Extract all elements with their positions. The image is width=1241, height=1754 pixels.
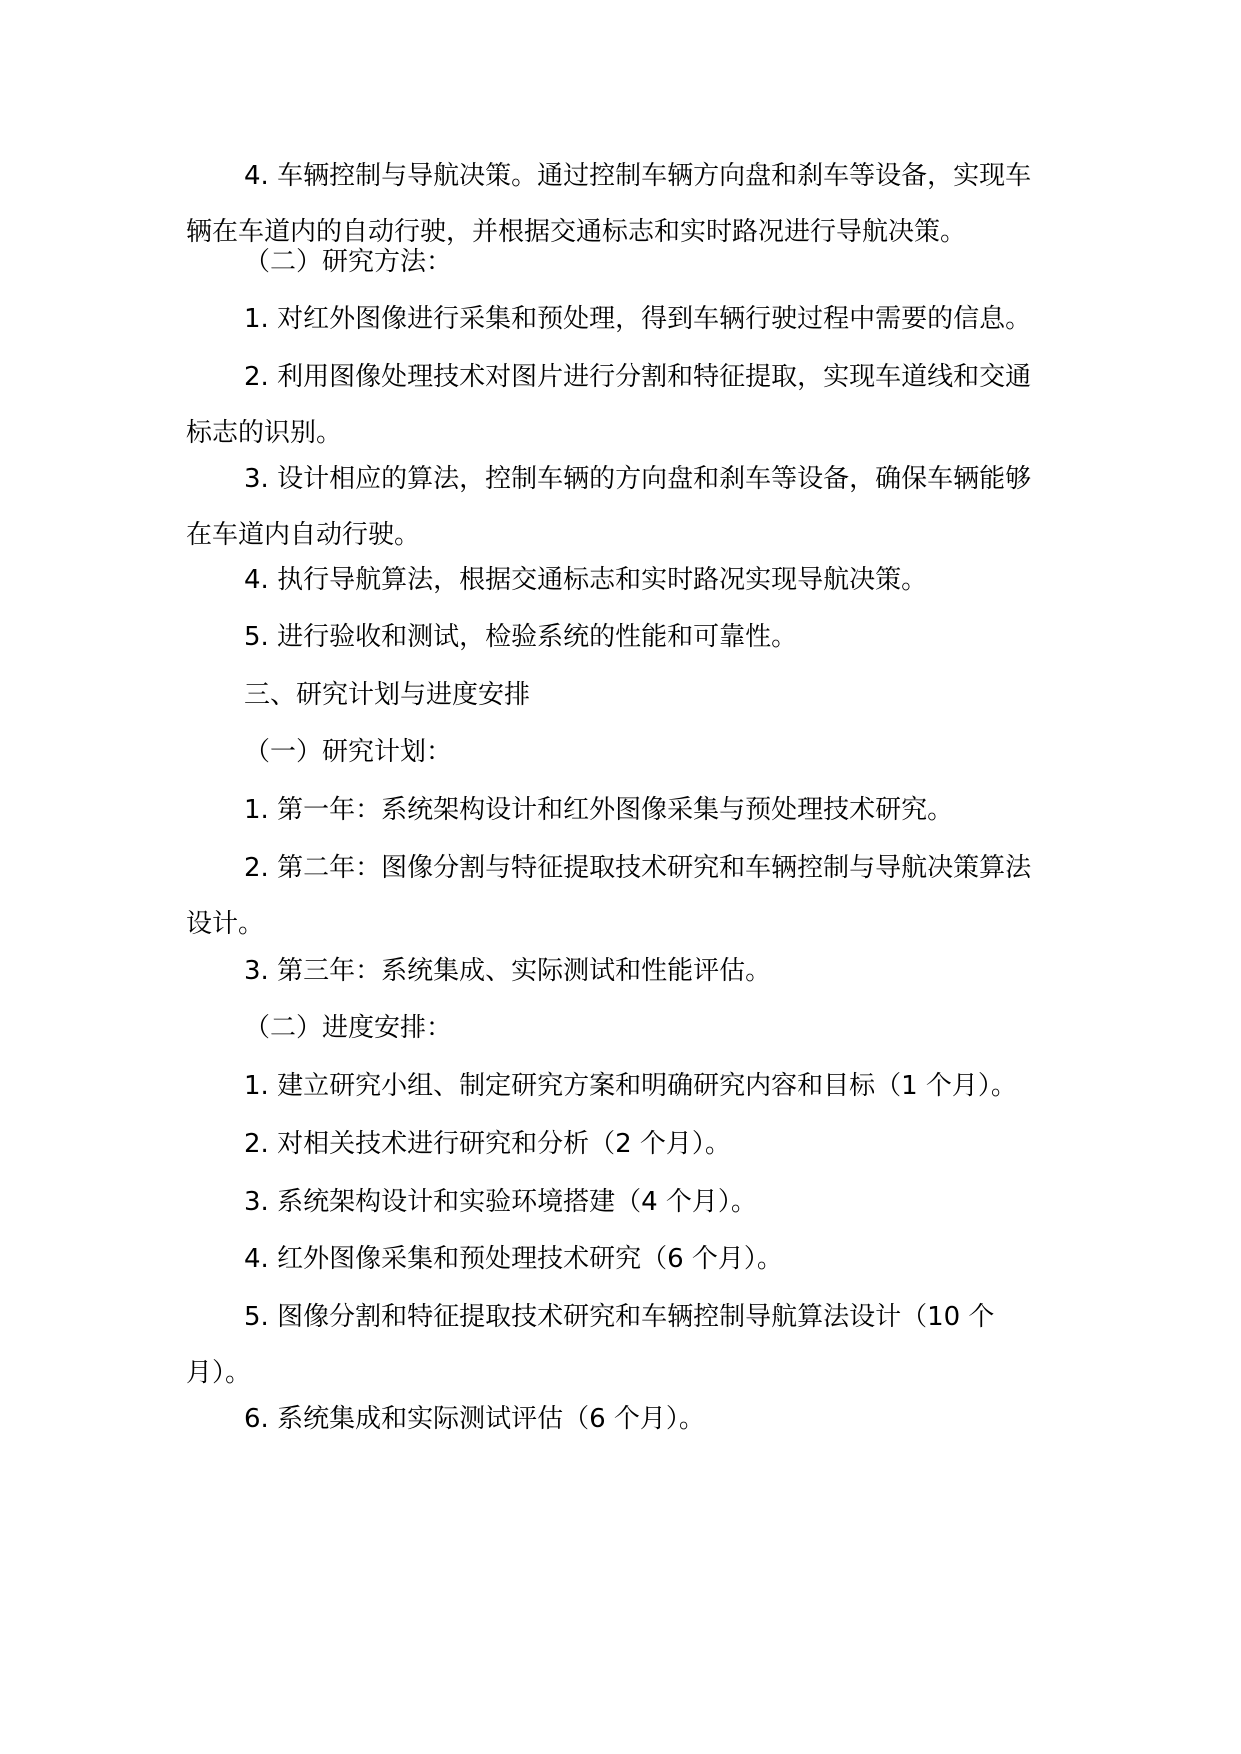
subsection-heading-schedule: （二）进度安排： xyxy=(244,1013,453,1043)
method-item-4: 4. 执行导航算法，根据交通标志和实时路况实现导航决策。 xyxy=(244,565,928,595)
subsection-heading-research-plan: （一）研究计划： xyxy=(244,737,453,767)
method-item-2: 2. 利用图像处理技术对图片进行分割和特征提取，实现车道线和交通标志的识别。 xyxy=(186,362,1032,448)
schedule-item-6: 6. 系统集成和实际测试评估（6 个月）。 xyxy=(244,1404,705,1434)
paragraph-content-item-4: 4. 车辆控制与导航决策。通过控制车辆方向盘和刹车等设备，实现车辆在车道内的自动行驶，并根据交通标志和实时路况进行导航决策。 xyxy=(186,161,1032,247)
section-heading-plan-schedule: 三、研究计划与进度安排 xyxy=(244,680,531,710)
plan-item-year-1: 1. 第一年：系统架构设计和红外图像采集与预处理技术研究。 xyxy=(244,795,954,825)
schedule-item-3: 3. 系统架构设计和实验环境搭建（4 个月）。 xyxy=(244,1187,757,1217)
method-item-1: 1. 对红外图像进行采集和预处理，得到车辆行驶过程中需要的信息。 xyxy=(244,304,1032,334)
schedule-item-4: 4. 红外图像采集和预处理技术研究（6 个月）。 xyxy=(244,1244,783,1274)
method-item-5: 5. 进行验收和测试，检验系统的性能和可靠性。 xyxy=(244,622,798,652)
section-heading-research-methods: （二）研究方法： xyxy=(244,247,453,277)
schedule-item-2: 2. 对相关技术进行研究和分析（2 个月）。 xyxy=(244,1129,731,1159)
method-item-3: 3. 设计相应的算法，控制车辆的方向盘和刹车等设备，确保车辆能够在车道内自动行驶。 xyxy=(186,464,1032,550)
schedule-item-1: 1. 建立研究小组、制定研究方案和明确研究内容和目标（1 个月）。 xyxy=(244,1071,1017,1101)
plan-item-year-3: 3. 第三年：系统集成、实际测试和性能评估。 xyxy=(244,956,772,986)
schedule-item-5: 5. 图像分割和特征提取技术研究和车辆控制导航算法设计（10 个月）。 xyxy=(186,1302,995,1388)
plan-item-year-2: 2. 第二年：图像分割与特征提取技术研究和车辆控制与导航决策算法设计。 xyxy=(186,853,1032,939)
